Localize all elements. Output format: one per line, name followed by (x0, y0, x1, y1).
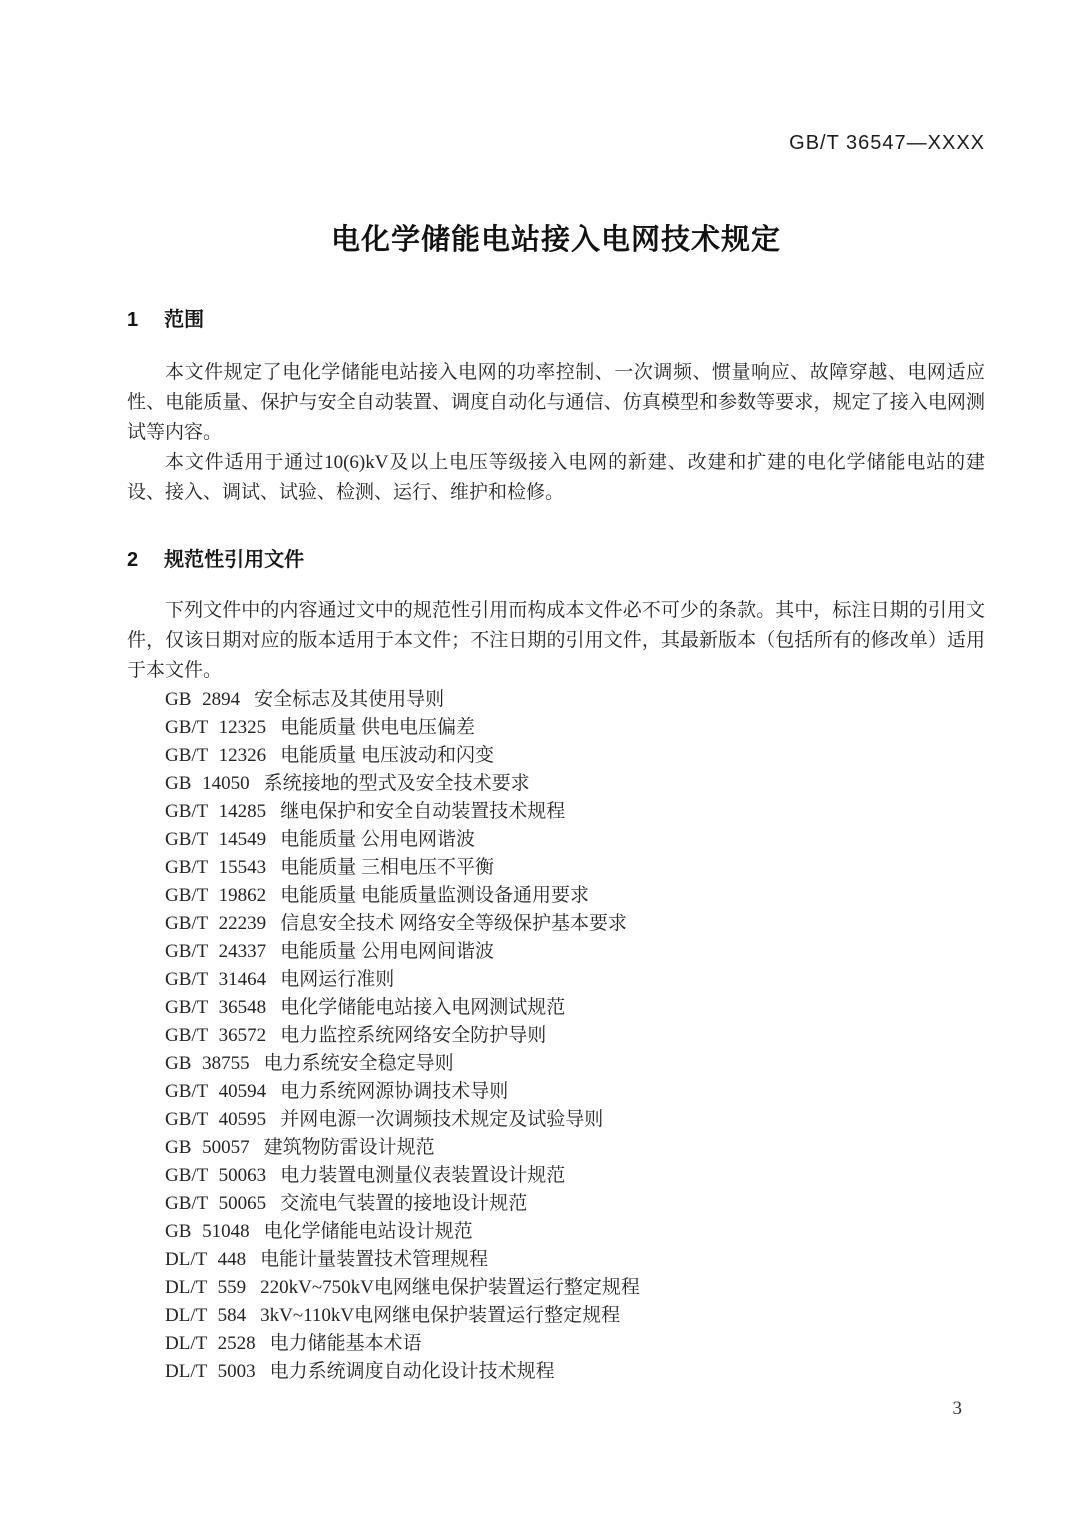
reference-item (165, 854, 985, 882)
reference-code: GB/T 36572 (165, 1025, 267, 1046)
reference-title: 电力系统网源协调技术导则 (280, 1081, 509, 1102)
reference-code: GB/T 22239 (165, 913, 267, 934)
reference-code: GB 51048 (165, 1221, 250, 1242)
reference-item (165, 1022, 985, 1050)
reference-item (165, 1274, 985, 1302)
reference-code: GB/T 12325 (165, 717, 267, 738)
reference-title: 电力系统调度自动化设计技术规程 (269, 1361, 555, 1382)
reference-code: GB/T 14285 (165, 801, 267, 822)
section-normative-references (127, 546, 985, 1386)
reference-title: 信息安全技术 网络安全等级保护基本要求 (280, 913, 627, 934)
reference-title: 电能质量 电压波动和闪变 (280, 745, 494, 766)
scope-paragraph-2: 本文件适用于通过10(6)kV及以上电压等级接入电网的新建、改建和扩建的电化学储能电站的建设、接入、调试、试验、检测、运行、维护和检修。 (127, 452, 985, 503)
reference-code: GB/T 19862 (165, 885, 267, 906)
reference-code: GB 38755 (165, 1053, 250, 1074)
reference-title: 安全标志及其使用导则 (254, 689, 445, 710)
reference-item (165, 938, 985, 966)
reference-code: GB/T 40595 (165, 1109, 267, 1130)
reference-code: GB/T 12326 (165, 745, 267, 766)
section-1-heading (127, 306, 985, 334)
reference-code: GB/T 15543 (165, 857, 267, 878)
reference-code: GB/T 24337 (165, 941, 267, 962)
reference-code: GB/T 36548 (165, 997, 267, 1018)
reference-list (127, 686, 985, 1386)
section-2-title: 规范性引用文件 (164, 549, 305, 571)
reference-title: 建筑物防雷设计规范 (263, 1137, 435, 1158)
reference-item (165, 910, 985, 938)
reference-title: 系统接地的型式及安全技术要求 (263, 773, 530, 794)
section-2-number: 2 (127, 549, 139, 571)
reference-code: GB/T 31464 (165, 969, 267, 990)
reference-title: 3kV~110kV电网继电保护装置运行整定规程 (260, 1305, 621, 1326)
section-1-title: 范围 (164, 309, 205, 331)
reference-item (165, 1330, 985, 1358)
reference-item (165, 686, 985, 714)
reference-item (165, 742, 985, 770)
reference-code: GB/T 40594 (165, 1081, 267, 1102)
standard-number: GB/T 36547—XXXX (789, 132, 985, 154)
reference-title: 电力储能基本术语 (269, 1333, 422, 1354)
section-1-number: 1 (127, 309, 139, 331)
reference-title: 继电保护和安全自动装置技术规程 (280, 801, 566, 822)
reference-title: 电力装置电测量仪表装置设计规范 (280, 1165, 566, 1186)
reference-title: 电力系统安全稳定导则 (263, 1053, 454, 1074)
reference-code: GB 2894 (165, 689, 241, 710)
reference-code: GB 50057 (165, 1137, 250, 1158)
reference-title: 电力监控系统网络安全防护导则 (280, 1025, 547, 1046)
reference-item (165, 770, 985, 798)
page-number: 3 (952, 1398, 962, 1419)
reference-item (165, 882, 985, 910)
reference-title: 电能质量 公用电网谐波 (280, 829, 475, 850)
reference-item (165, 966, 985, 994)
document-title: 电化学储能电站接入电网技术规定 (330, 224, 781, 256)
running-header (127, 0, 985, 155)
reference-item (165, 714, 985, 742)
reference-code: GB/T 50063 (165, 1165, 267, 1186)
reference-item (165, 1078, 985, 1106)
reference-item (165, 1162, 985, 1190)
reference-code: DL/T 5003 (165, 1361, 256, 1382)
reference-title: 电能计量装置技术管理规程 (260, 1249, 489, 1270)
references-intro-paragraph: 下列文件中的内容通过文中的规范性引用而构成本文件必不可少的条款。其中，标注日期的引用文件，仅该日期对应的版本适用于本文件；不注日期的引用文件，其最新版本（包括所有的修改单）适用于本文件。 (127, 600, 985, 681)
reference-item (165, 1190, 985, 1218)
reference-title: 电网运行准则 (280, 969, 395, 990)
reference-item (165, 1134, 985, 1162)
reference-item (165, 1050, 985, 1078)
reference-code: GB 14050 (165, 773, 250, 794)
reference-code: GB/T 14549 (165, 829, 267, 850)
reference-item (165, 826, 985, 854)
reference-title: 电能质量 供电电压偏差 (280, 717, 475, 738)
reference-item (165, 1358, 985, 1386)
reference-title: 电化学储能电站接入电网测试规范 (280, 997, 566, 1018)
reference-title: 并网电源一次调频技术规定及试验导则 (280, 1109, 604, 1130)
reference-title: 电能质量 电能质量监测设备通用要求 (280, 885, 589, 906)
reference-item (165, 994, 985, 1022)
reference-code: DL/T 2528 (165, 1333, 256, 1354)
reference-title: 交流电气装置的接地设计规范 (280, 1193, 528, 1214)
reference-code: DL/T 559 (165, 1277, 247, 1298)
reference-code: DL/T 584 (165, 1305, 247, 1326)
reference-title: 220kV~750kV电网继电保护装置运行整定规程 (260, 1277, 640, 1298)
reference-title: 电能质量 公用电网间谐波 (280, 941, 494, 962)
reference-title: 电化学储能电站设计规范 (263, 1221, 473, 1242)
reference-item (165, 1218, 985, 1246)
reference-item (165, 1302, 985, 1330)
scope-paragraph-1: 本文件规定了电化学储能电站接入电网的功率控制、一次调频、惯量响应、故障穿越、电网适应性、电能质量、保护与安全自动装置、调度自动化与通信、仿真模型和参数等要求，规定了接入电网测试等内容。 (127, 362, 985, 443)
reference-item (165, 1246, 985, 1274)
reference-item (165, 798, 985, 826)
reference-item (165, 1106, 985, 1134)
section-2-heading (127, 546, 985, 574)
reference-code: DL/T 448 (165, 1249, 247, 1270)
reference-code: GB/T 50065 (165, 1193, 267, 1214)
reference-title: 电能质量 三相电压不平衡 (280, 857, 494, 878)
section-scope (127, 306, 985, 508)
